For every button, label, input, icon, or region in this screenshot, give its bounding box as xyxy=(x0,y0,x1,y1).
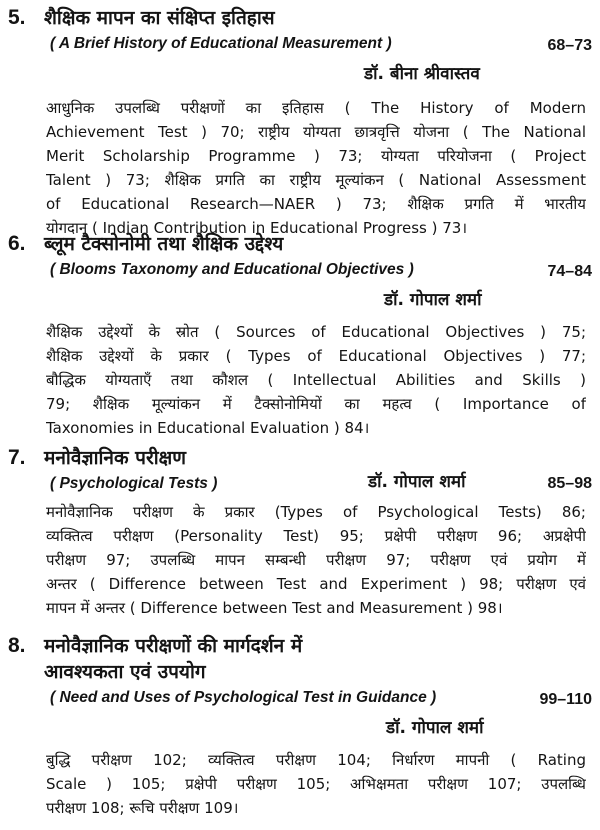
author-name: डॉ. गोपाल शर्मा xyxy=(384,290,482,310)
content-line: बौद्धिक योग्यताएँ तथा कौशल ( Intellectual Abilities and Skills ) xyxy=(46,371,586,389)
content-line: योगदान ( Indian Contribution in Educational Progress ) 73। xyxy=(46,219,468,237)
content-line: आधुनिक उपलब्धि परीक्षणों का इतिहास ( The History of Modern xyxy=(46,99,586,117)
content-line: व्यक्तित्व परीक्षण (Personality Test) 95; प्रक्षेपी परीक्षण 96; अप्रक्षेपी xyxy=(46,527,586,545)
content-line: of Educational Research—NAER ) 73; शैक्षिक प्रगति में भारतीय xyxy=(46,195,586,213)
content-line: शैक्षिक उद्देश्यों के प्रकार ( Types of Educational Objectives ) 77; xyxy=(46,347,586,365)
chapter-subtitle: ( Blooms Taxonomy and Educational Objectives ) xyxy=(50,261,414,278)
content-line: मनोवैज्ञानिक परीक्षण के प्रकार (Types of Psychological Tests) 86; xyxy=(46,503,586,521)
chapter-subtitle: ( Psychological Tests ) xyxy=(50,475,218,492)
content-line: मापन में अन्तर ( Difference between Test and Measurement ) 98। xyxy=(46,599,503,617)
page-range: 68–73 xyxy=(547,37,592,54)
chapter-number: 5. xyxy=(8,6,26,29)
chapter-contents xyxy=(46,320,586,440)
content-line: 79; शैक्षिक मूल्यांकन में टैक्सोनोमियों का महत्व ( Importance of xyxy=(46,395,586,413)
chapter-number: 7. xyxy=(8,446,26,469)
chapter-title-line2: आवश्यकता एवं उपयोग xyxy=(44,661,206,683)
chapter-number: 8. xyxy=(8,634,26,657)
chapter-contents xyxy=(46,748,586,820)
author-name: डॉ. गोपाल शर्मा xyxy=(368,472,466,492)
content-line: अन्तर ( Difference between Test and Experiment ) 98; परीक्षण एवं xyxy=(46,575,586,593)
chapter-number: 6. xyxy=(8,232,26,255)
content-line: बुद्धि परीक्षण 102; व्यक्तित्व परीक्षण 104; निर्धारण मापनी ( Rating xyxy=(46,751,586,769)
content-line: Scale ) 105; प्रक्षेपी परीक्षण 105; अभिक्षमता परीक्षण 107; उपलब्धि xyxy=(46,775,586,793)
content-line: Taxonomies in Educational Evaluation ) 84। xyxy=(46,419,370,437)
chapter-subtitle: ( A Brief History of Educational Measurement ) xyxy=(50,35,392,52)
content-line: शैक्षिक उद्देश्यों के स्रोत ( Sources of Educational Objectives ) 75; xyxy=(46,323,586,341)
content-line: Achievement Test ) 70; राष्ट्रीय योग्यता छात्रवृत्ति योजना ( The National xyxy=(46,123,586,141)
content-line: परीक्षण 97; उपलब्धि मापन सम्बन्धी परीक्षण 97; परीक्षण एवं प्रयोग में xyxy=(46,551,586,569)
chapter-title: मनोवैज्ञानिक परीक्षण xyxy=(44,447,187,469)
page-range: 85–98 xyxy=(547,475,592,492)
page-range: 74–84 xyxy=(547,263,592,280)
content-line: परीक्षण 108; रूचि परीक्षण 109। xyxy=(46,799,239,817)
chapter-subtitle: ( Need and Uses of Psychological Test in Guidance ) xyxy=(50,689,437,706)
author-name: डॉ. गोपाल शर्मा xyxy=(386,718,484,738)
chapter-title: मनोवैज्ञानिक परीक्षणों की मार्गदर्शन में xyxy=(44,635,303,657)
chapter-contents xyxy=(46,500,586,620)
chapter-title: शैक्षिक मापन का संक्षिप्त इतिहास xyxy=(44,7,275,29)
content-line: Merit Scholarship Programme ) 73; योग्यता परियोजना ( Project xyxy=(46,147,586,165)
content-line: Talent ) 73; शैक्षिक प्रगति का राष्ट्रीय मूल्यांकन ( National Assessment xyxy=(46,171,586,189)
page-range: 99–110 xyxy=(539,691,592,708)
chapter-title: ब्लूम टैक्सोनोमी तथा शैक्षिक उद्देश्य xyxy=(44,233,284,255)
chapter-contents xyxy=(46,96,586,240)
author-name: डॉ. बीना श्रीवास्तव xyxy=(364,64,480,84)
